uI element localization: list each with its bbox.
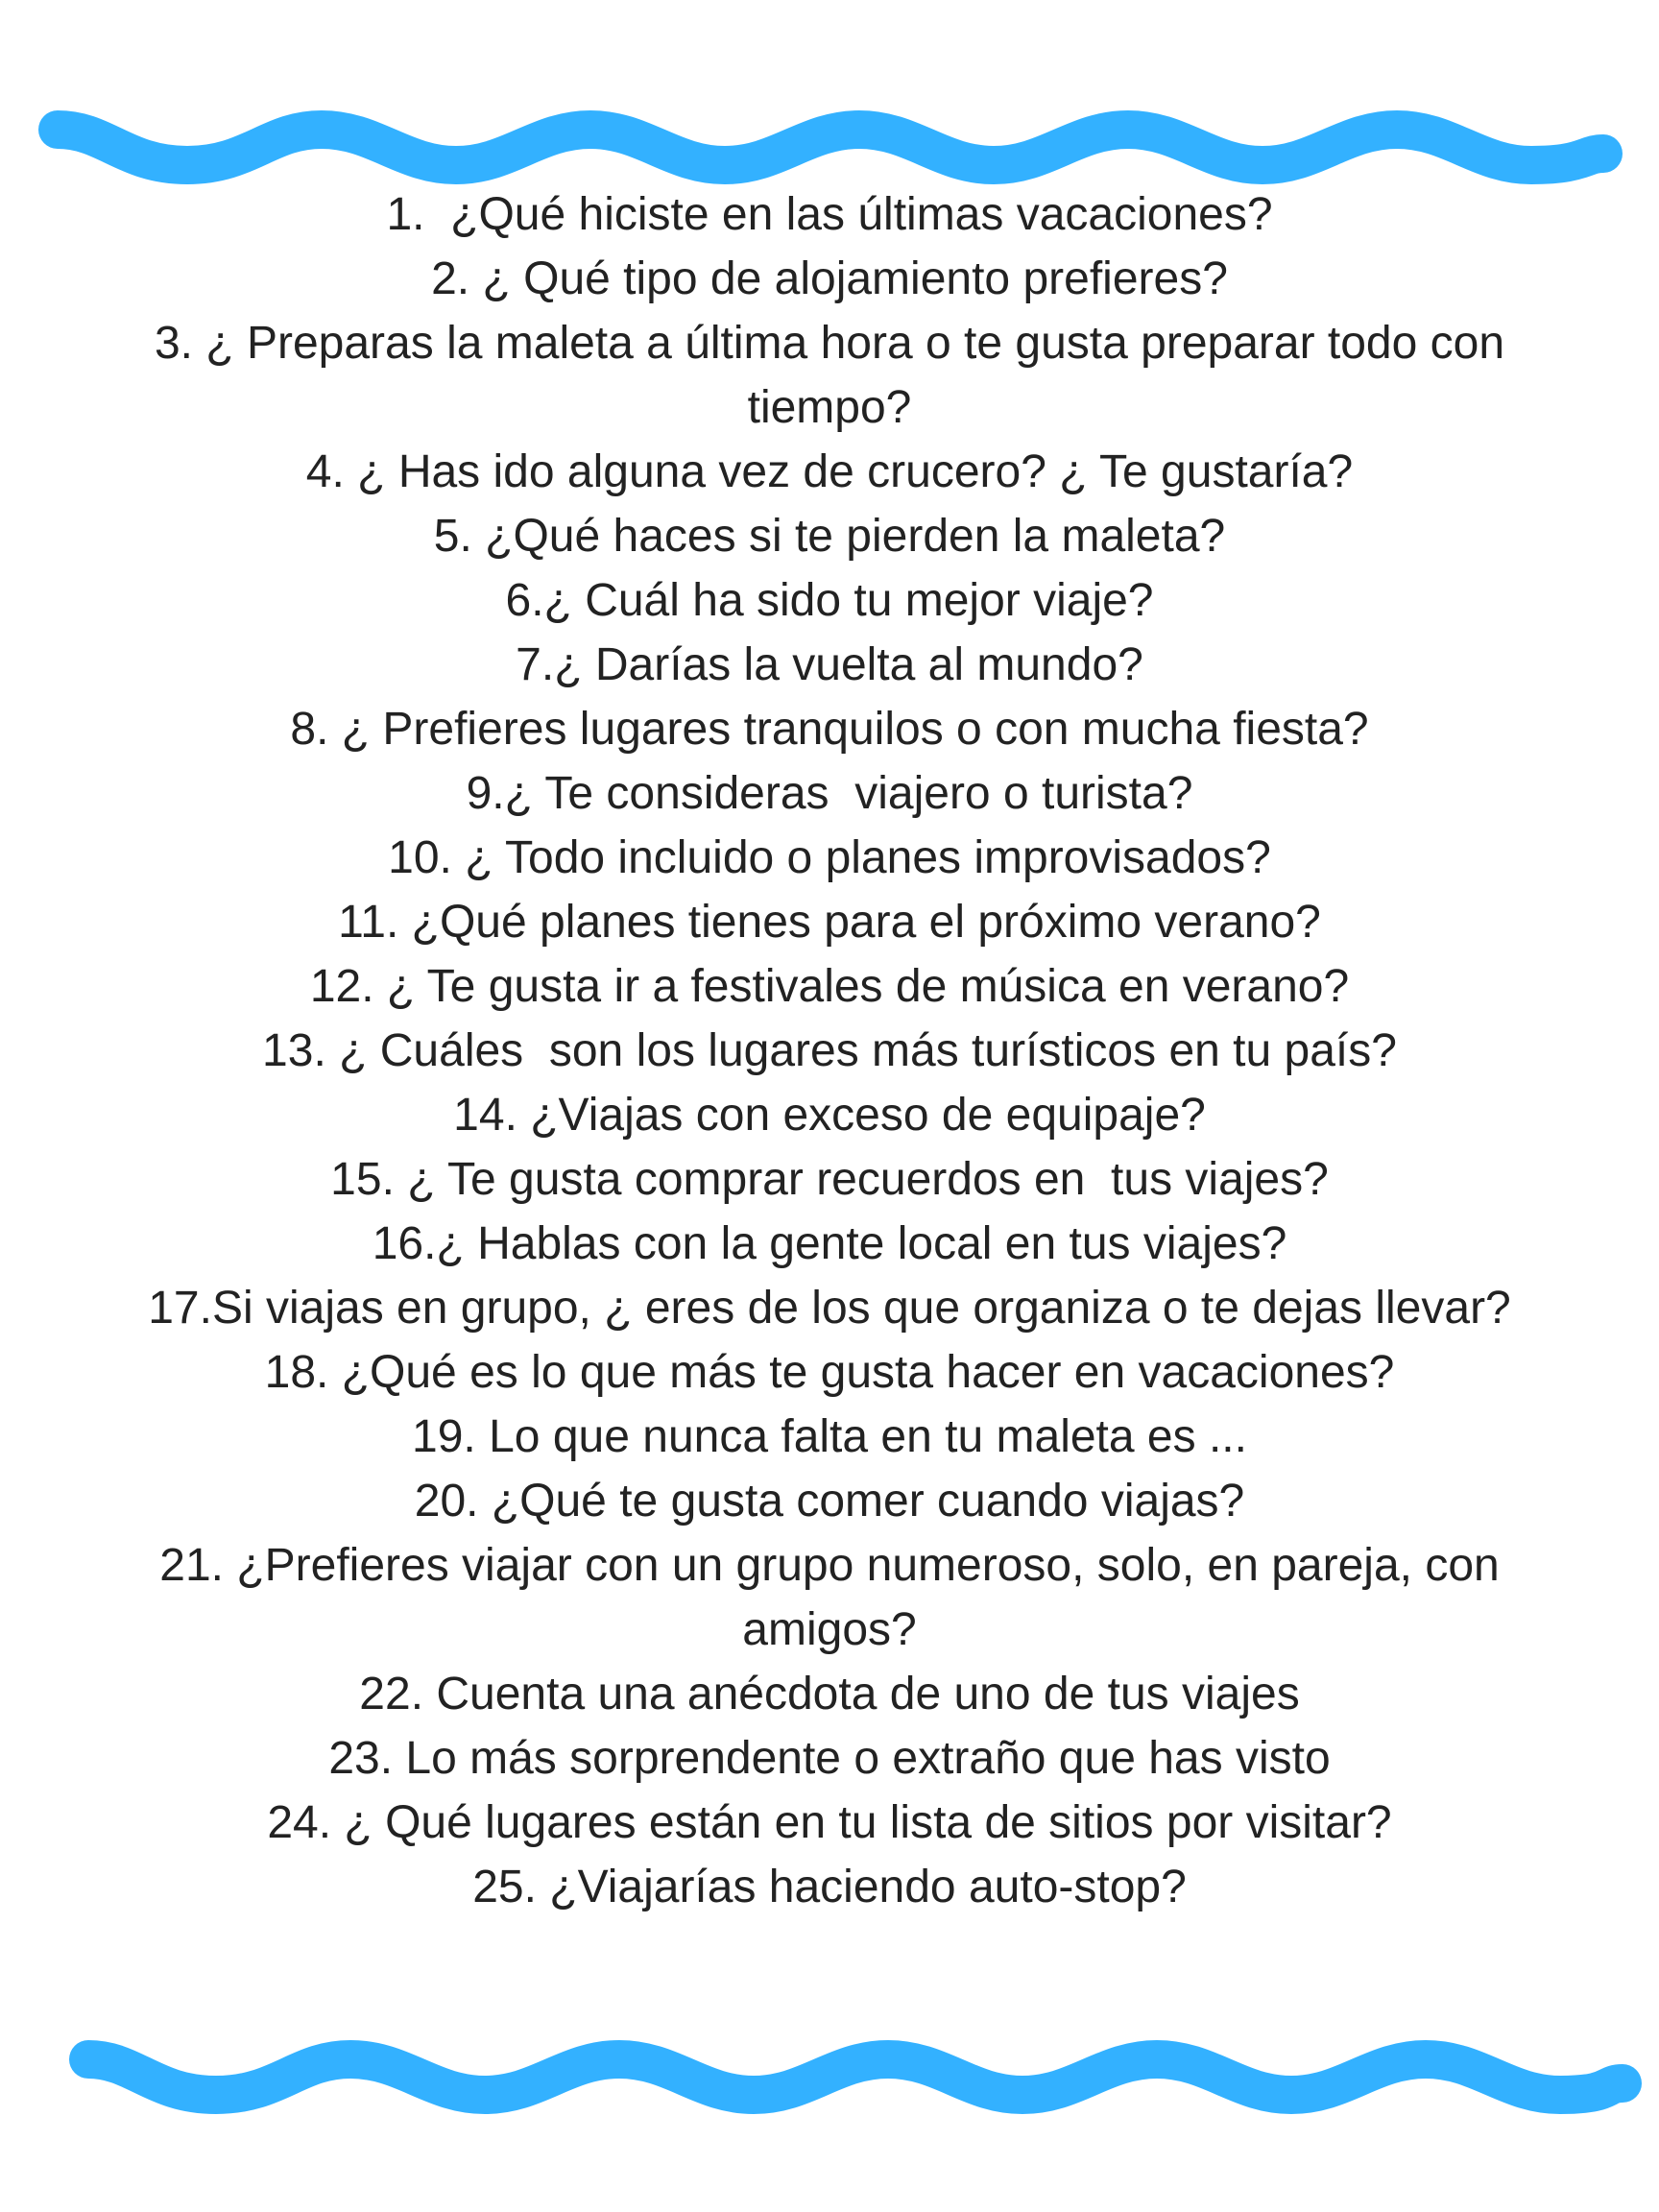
question-line: 13. ¿ Cuáles son los lugares más turísticos en tu país? <box>262 1025 1397 1076</box>
question-line: 22. Cuenta una anécdota de uno de tus viajes <box>359 1669 1300 1719</box>
question-line: 14. ¿Viajas con exceso de equipaje? <box>453 1090 1206 1141</box>
question-line: 23. Lo más sorprendente o extraño que has visto <box>328 1733 1331 1784</box>
question-line: 12. ¿ Te gusta ir a festivales de música en verano? <box>309 961 1350 1012</box>
question-line: 17.Si viajas en grupo, ¿ eres de los que organiza o te dejas llevar? <box>148 1283 1511 1334</box>
question-line: 10. ¿ Todo incluido o planes improvisados? <box>388 832 1271 883</box>
question-line: amigos? <box>742 1604 917 1655</box>
question-line: 16.¿ Hablas con la gente local en tus viajes? <box>372 1218 1287 1269</box>
question-line: 2. ¿ Qué tipo de alojamiento prefieres? <box>431 253 1228 304</box>
question-line: 7.¿ Darías la vuelta al mundo? <box>516 639 1143 690</box>
bottom-wave-decoration <box>0 2026 1659 2141</box>
question-line: 11. ¿Qué planes tienes para el próximo verano? <box>338 897 1321 948</box>
question-line: 5. ¿Qué haces si te pierden la maleta? <box>433 511 1226 562</box>
question-line: 21. ¿Prefieres viajar con un grupo numeroso, solo, en pareja, con <box>159 1540 1500 1591</box>
question-line: 19. Lo que nunca falta en tu maleta es ... <box>412 1411 1247 1462</box>
question-line: tiempo? <box>747 382 912 433</box>
question-line: 24. ¿ Qué lugares están en tu lista de sitios por visitar? <box>267 1797 1392 1848</box>
question-line: 15. ¿ Te gusta comprar recuerdos en tus viajes? <box>330 1154 1329 1205</box>
question-line: 6.¿ Cuál ha sido tu mejor viaje? <box>505 575 1154 626</box>
question-line: 4. ¿ Has ido alguna vez de crucero? ¿ Te gustaría? <box>305 446 1354 497</box>
question-list <box>0 182 1659 1919</box>
question-line: 3. ¿ Preparas la maleta a última hora o te gusta preparar todo con <box>154 318 1505 369</box>
top-wave-line <box>58 130 1603 165</box>
question-line: 18. ¿Qué es lo que más te gusta hacer en vacaciones? <box>264 1347 1395 1398</box>
question-line: 8. ¿ Prefieres lugares tranquilos o con mucha fiesta? <box>290 704 1369 755</box>
bottom-wave-line <box>88 2059 1623 2095</box>
question-line: 25. ¿Viajarías haciendo auto-stop? <box>472 1862 1187 1912</box>
question-line: 9.¿ Te consideras viajero o turista? <box>466 768 1193 819</box>
question-line: 1. ¿Qué hiciste en las últimas vacaciones? <box>386 189 1273 240</box>
question-line: 20. ¿Qué te gusta comer cuando viajas? <box>414 1476 1245 1527</box>
